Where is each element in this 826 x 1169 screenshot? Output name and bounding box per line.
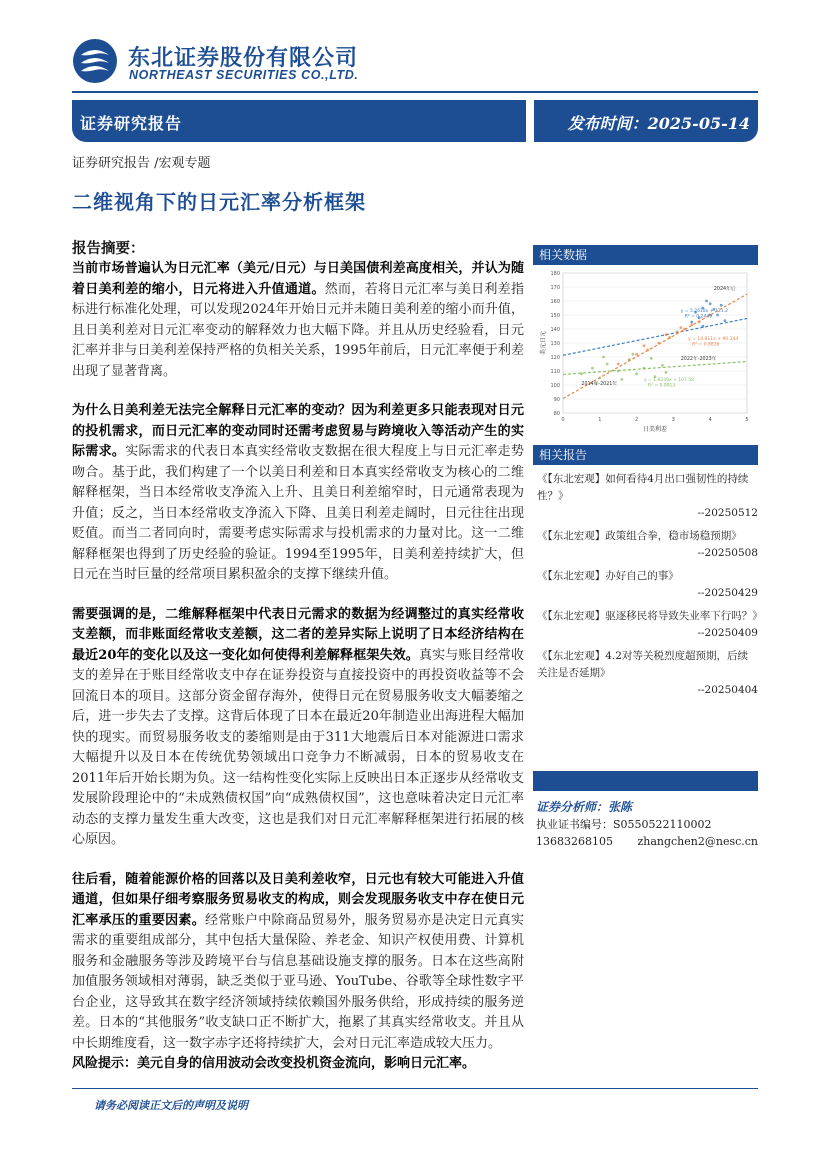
data-point: [650, 357, 653, 360]
data-point: [617, 363, 620, 366]
data-point: [661, 364, 664, 367]
data-point: [665, 371, 668, 374]
related-data-label: 相关数据: [533, 245, 758, 265]
x-tick-label: 3: [671, 417, 675, 423]
series-label: 2024年后: [713, 286, 736, 292]
x-tick-label: 2: [635, 417, 639, 423]
related-data-chart: [533, 265, 758, 439]
company-name-cn: 东北证券股份有限公司: [128, 46, 359, 71]
data-point: [679, 326, 682, 329]
data-point: [643, 344, 646, 347]
cert-label: 执业证书编号：: [536, 818, 613, 831]
related-data-header: [533, 245, 758, 265]
analyst-cert: [536, 816, 758, 833]
y-tick-label: 110: [550, 369, 560, 375]
x-tick-label: 0: [561, 417, 565, 423]
y-tick-label: 90: [553, 397, 560, 403]
bottom-divider: [72, 1088, 758, 1089]
analyst-email[interactable]: zhangchen2@nesc.cn: [637, 835, 758, 848]
company-logo: [72, 38, 402, 84]
abstract-body: [72, 259, 524, 1075]
related-report-title[interactable]: 《【东北宏观】政策组合拳，稳市场稳预期》: [537, 530, 742, 542]
data-point: [628, 358, 631, 361]
page-title: 二维视角下的日元汇率分析框架: [72, 190, 366, 214]
data-point: [724, 319, 727, 322]
related-report-title[interactable]: 《【东北宏观】4.2对等关税烈度超预期，后续关注是否延期》: [537, 650, 748, 679]
related-report-title[interactable]: 《【东北宏观】驱逐移民将导致失业率下行吗？》: [537, 610, 763, 622]
paragraph-lead: 往后看，随着能源价格的回落以及日美利差收窄，日元也有较大可能进入升值通道，但如果仔细考察服务贸易收支的构成，则会发现服务收支中存在使日元汇率承压的重要因素。: [72, 871, 524, 928]
analyst-phone: 13683268105: [536, 835, 613, 848]
trend-r-squared: R² = 0.0013: [647, 383, 676, 389]
related-report-date: --20250404: [697, 684, 758, 696]
data-point: [620, 378, 623, 381]
series-label: 2014年-2021年: [581, 382, 618, 387]
related-reports-label: 相关报告: [533, 445, 758, 465]
y-tick-label: 140: [550, 327, 560, 333]
data-point: [602, 356, 605, 359]
data-point: [690, 321, 693, 324]
data-point: [665, 333, 668, 336]
y-axis-label: 美元日元: [540, 330, 547, 356]
publish-date-band: [534, 100, 758, 142]
x-axis-label: 日美利差: [642, 426, 668, 433]
x-tick-label: 4: [708, 417, 712, 423]
abstract-paragraph-2: [72, 401, 524, 586]
trend-equation: y = 5.2618x + 121.2: [680, 309, 728, 315]
series-label: 2022年-2023年: [680, 356, 717, 362]
related-report-5[interactable]: [533, 648, 758, 699]
data-point: [705, 300, 708, 303]
trend-equation: y = 14.911x + 90.344: [688, 337, 739, 343]
y-tick-label: 130: [550, 341, 560, 347]
related-report-date: --20250508: [697, 547, 758, 559]
cert-number: S0550522110002: [613, 818, 712, 831]
data-point: [635, 372, 638, 375]
publish-date-label: 发布时间：2025-05-14: [567, 114, 750, 133]
related-report-1[interactable]: [533, 471, 758, 522]
abstract-heading: 报告摘要：: [72, 240, 145, 257]
trend-r-squared: R² = 0.8836: [692, 342, 720, 348]
y-tick-label: 100: [550, 383, 560, 389]
data-point: [598, 377, 601, 380]
report-type-label: 证券研究报告: [80, 114, 183, 133]
paragraph-text: 真实与账目经常收支的差异在于账目经常收支中存在证券投资与直接投资中的再投资收益等不会回流日本的项目。这部分资金留存海外，使得日元在贸易服务收支大幅萎缩之后，进一步失去了支撑。这背后体现了日本在最近20年制造业出海进程大幅加快的现实。而贸易服务收支的萎缩则是由于311大地震后日本对能源进口需求大幅提升以及日本在传统优势领域出口竞争力不断减弱，日本的贸易收支在2011年后开始长期为负。这一结构性变化实际上反映出日本正逐步从经常收支发展阶段理论中的“未成熟债权国”向“成熟债权国”，这也意味着决定日元汇率动态的支撑力量发生重大改变，这也是我们对日元汇率解释框架进行拓展的核心原因。: [72, 647, 524, 847]
trend-r-squared: R² = 0.2449: [684, 314, 713, 320]
report-type-band: [72, 100, 526, 142]
footer-disclaimer: 请务必阅读正文后的声明及说明: [94, 1099, 248, 1112]
y-tick-label: 180: [550, 271, 560, 277]
abstract-paragraph-1: [72, 259, 524, 382]
y-tick-label: 160: [550, 299, 560, 305]
header-band: [72, 100, 758, 142]
paragraph-text: 实际需求的代表日本真实经常收支数据在很大程度上与日元汇率走势吻合。基于此，我们构建了一个以美日利差和日本真实经常收支为核心的二维解释框架，当日本经常收支净流入上升、且美日利差缩窄时，日元通常表现为升值；反之，当日本经常收支净流入下降、且美日利差走阔时，日元往往出现贬值。而当二者同向时，需要考虑实际需求与投机需求的力量对比。这一二维解释框架也得到了历史经验的验证。1994至1995年，日美利差持续扩大，但日元在当时巨量的经常项目累积盈余的支撑下继续升值。: [72, 444, 524, 582]
related-report-date: --20250429: [697, 587, 758, 599]
x-tick-label: 5: [745, 417, 749, 423]
related-report-4[interactable]: [533, 608, 763, 642]
related-report-date: --20250512: [697, 507, 758, 519]
breadcrumb: 证券研究报告 /宏观专题: [72, 156, 211, 171]
analyst-name: 证券分析师：张陈: [536, 800, 633, 814]
y-tick-label: 170: [550, 285, 560, 291]
analyst-info: [536, 799, 758, 850]
company-logo-icon: [72, 38, 118, 84]
sidebar-divider-band: [533, 771, 758, 791]
related-report-title[interactable]: 《【东北宏观】办好自己的事》: [537, 570, 679, 582]
data-point: [591, 367, 594, 370]
risk-warning: [72, 1054, 524, 1075]
scatter-chart: [533, 265, 758, 439]
related-report-date: --20250409: [697, 627, 758, 639]
paragraph-lead: 为什么日美利差无法完全解释日元汇率的变动？因为利差更多只能表现对日元的投机需求，而日元汇率的变动同时还需考虑贸易与跨境收入等活动产生的实际需求。: [72, 403, 524, 459]
abstract-paragraph-4: [72, 870, 524, 1055]
risk-text: 美元自身的信用波动会改变投机资金流向，影响日元汇率。: [137, 1056, 476, 1071]
paragraph-lead: 需要强调的是，二维解释框架中代表日元需求的数据为经调整过的真实经常收支差额，而非账面经常收支差额，这二者的差异实际上说明了日本经济结构在最近20年的变化以及这一变化如何使得利差解释框架失效。: [72, 606, 524, 663]
related-report-2[interactable]: [533, 528, 758, 562]
data-point: [720, 304, 723, 307]
risk-label: 风险提示：: [72, 1056, 138, 1071]
abstract-paragraph-3: [72, 605, 524, 851]
trend-equation: y = 1.8339x + 107.58: [643, 377, 695, 383]
data-point: [709, 302, 712, 305]
paragraph-text: 经常账户中除商品贸易外，服务贸易亦是决定日元真实需求的重要组成部分，其中包括大量保险、养老金、知识产权使用费、计算机服务和金融服务等涉及跨境平台与信息基础设施支撑的服务。日本在这些高附加值服务领域相对薄弱，缺乏类似于亚马逊、YouTube、谷歌等全球性数字平台企业，这导致其在数字经济领域持续依赖国外服务供给，形成持续的服务逆差。日本的“其他服务”收支缺口正不断扩大，拖累了其真实经常收支。并且从中长期维度看，这一数字赤字还将持续扩大，会对日元汇率造成较大压力。: [72, 912, 524, 1051]
y-tick-label: 150: [550, 313, 560, 319]
paragraph-text: 然而，若将日元汇率与美日利差指标进行标准化处理，可以发现2024年开始日元并未随日美利差的缩小而升值，且日美利差对日元汇率变动的解释效力也大幅下降。并且从历史经验看，日元汇率并非与日美利差保持严格的负相关关系，1995年前后，日元汇率便于利差出现了显著背离。: [72, 281, 524, 379]
analyst-contact: [536, 833, 758, 850]
company-name-en: NORTHEAST SECURITIES CO.,LTD.: [129, 68, 359, 82]
top-divider: [72, 91, 758, 93]
data-point: [606, 363, 609, 366]
y-tick-label: 120: [550, 355, 560, 361]
related-report-3[interactable]: [533, 568, 758, 602]
y-tick-label: 80: [553, 411, 560, 417]
data-point: [635, 353, 638, 356]
data-point: [632, 353, 635, 356]
x-tick-label: 1: [598, 417, 602, 423]
paragraph-lead: 当前市场普遍认为日元汇率（美元/日元）与日美国债利差高度相关，并认为随着日美利差的缩小，日元将进入升值通道。: [72, 261, 524, 297]
related-reports: [533, 445, 763, 705]
related-report-title[interactable]: 《【东北宏观】如何看待4月出口强韧性的持续性？》: [537, 473, 749, 502]
